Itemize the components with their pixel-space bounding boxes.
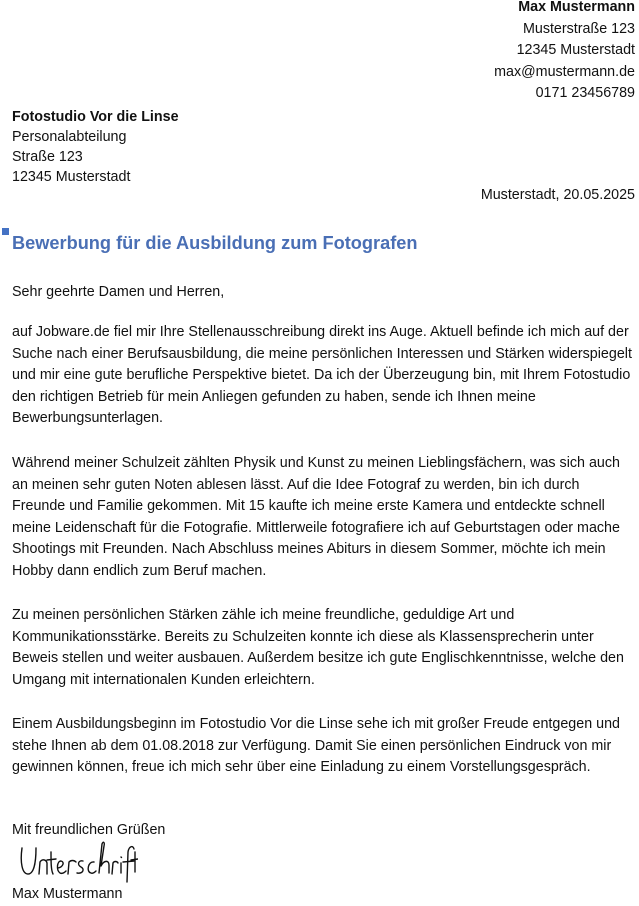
body-paragraph-2: Während meiner Schulzeit zählten Physik und Kunst zu meinen Lieblingsfächern, was sich auch an meinen sehr guten Noten ablesen lässt. Auf die Idee Fotograf zu werden, bin ich durch Freunde und Familie gekommen. Mit 15 kaufte ich meine erste Kamera und entdeckte schnell meine Leidenschaft für die Fotografie. Mittlerweile fotografiere ich auf Geburtstagen oder mache Shootings mit Freunden. Nach Abschluss meines Abiturs in diesem Sommer, möchte ich mein Hobby dann endlich zum Beruf machen. (12, 455, 620, 579)
recipient-company: Fotostudio Vor die Linse (12, 109, 179, 125)
body-paragraph-4: Einem Ausbildungsbeginn im Fotostudio Vor die Linse sehe ich mit großer Freude entgegen und stehe Ihnen ab dem 01.08.2018 zur Verfügung. Damit Sie einen persönlichen Eindruck von mir gewinnen können, freue ich mich sehr über eine Einladung zu einem Vorstellungsgespräch. (12, 716, 620, 775)
letter-date: Musterstadt, 20.05.2025 (480, 187, 635, 203)
sender-phone: 0171 23456789 (535, 85, 635, 101)
recipient-address-block (12, 107, 179, 187)
salutation: Sehr geehrte Damen und Herren, (12, 284, 225, 300)
sender-street: Musterstraße 123 (522, 20, 635, 37)
handwritten-signature (18, 840, 138, 884)
recipient-city: 12345 Musterstadt (12, 169, 131, 185)
closing-phrase: Mit freundlichen Grüßen (12, 822, 166, 838)
body-paragraph-1: auf Jobware.de fiel mir Ihre Stellenausschreibung direkt ins Auge. Aktuell befinde ich mich auf der Suche nach einer Berufsausbildung, die meine persönlichen Interessen und Stärken widerspiegelt und mir eine gute berufliche Perspektive bietet. Da ich der Überzeugung bin, mit Ihrem Fotostudio den richtigen Betrieb für mein Anliegen gefunden zu haben, sende ich Ihnen meine Bewerbungsunterlagen. (12, 324, 632, 426)
recipient-street: Straße 123 (12, 149, 83, 165)
letter-subject: Bewerbung für die Ausbildung zum Fotografen (12, 233, 418, 253)
recipient-department: Personalabteilung (12, 129, 127, 145)
signer-name: Max Mustermann (12, 886, 123, 902)
body-paragraph-3: Zu meinen persönlichen Stärken zähle ich meine freundliche, geduldige Art und Kommunikationsstärke. Bereits zu Schulzeiten konnte ich diese als Klassensprecherin unter Beweis stellen und weiter ausbauen. Außerdem besitze ich gute Englischkenntnisse, welche den Umgang mit internationalen Kunden erleichtern. (12, 607, 624, 688)
sender-email: max@mustermann.de (494, 63, 635, 80)
sender-address-block (494, 0, 635, 105)
sender-city: 12345 Musterstadt (516, 42, 635, 58)
subject-marker (2, 228, 9, 235)
sender-name: Max Mustermann (518, 0, 635, 15)
